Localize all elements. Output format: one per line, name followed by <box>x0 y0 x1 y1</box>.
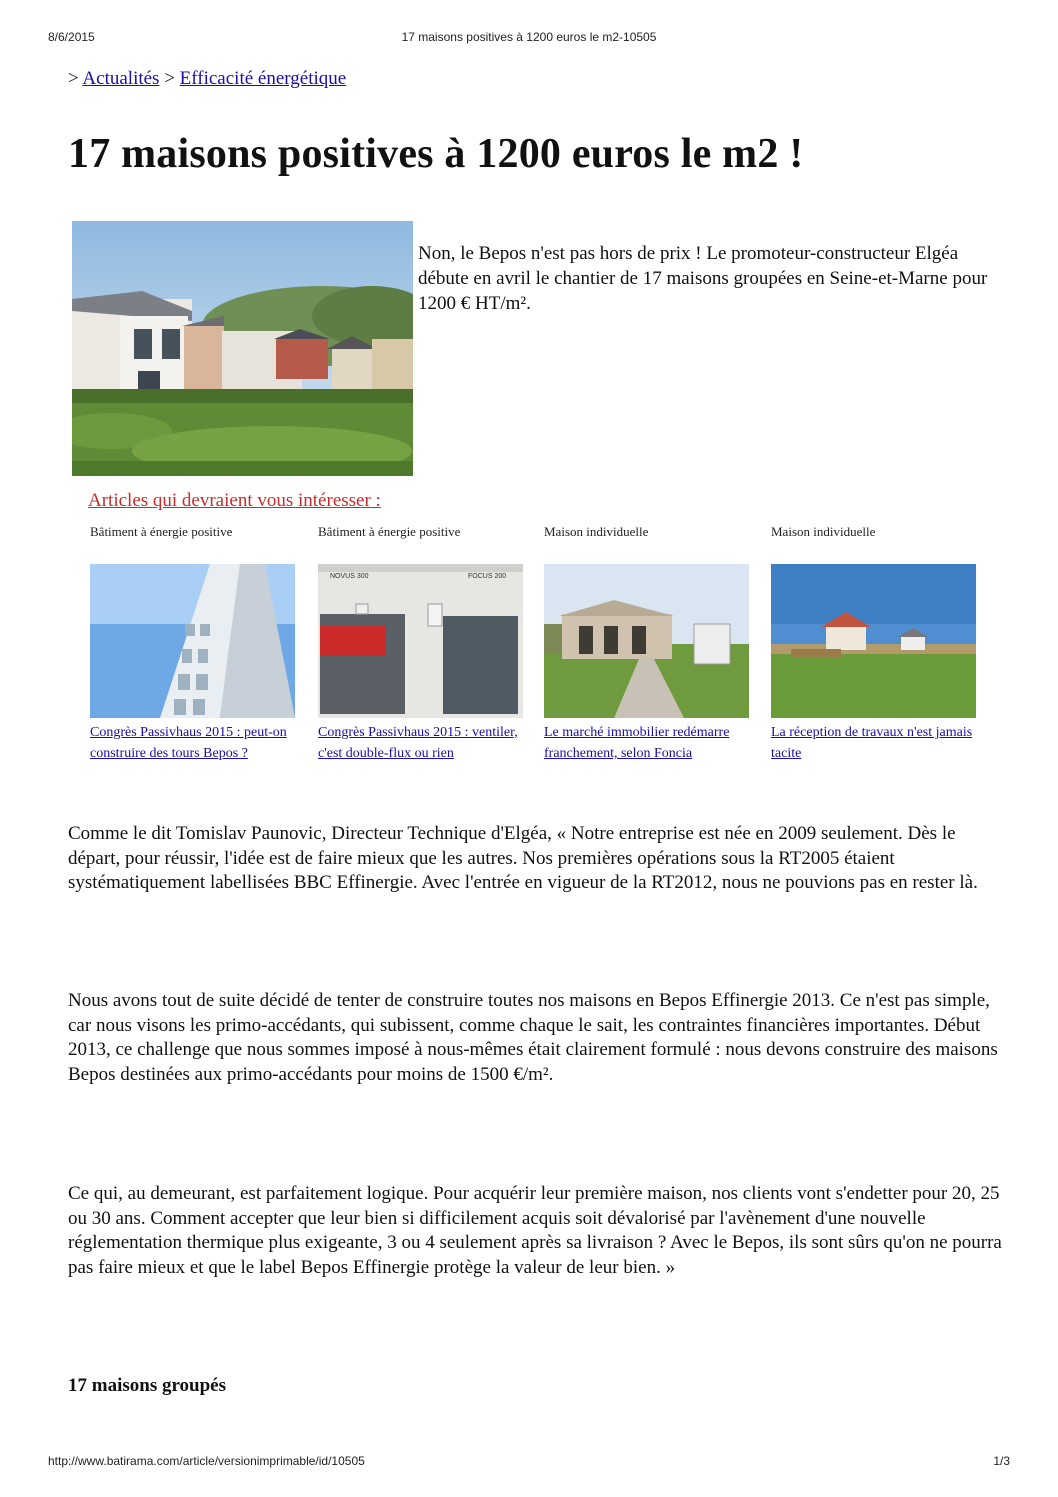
print-date: 8/6/2015 <box>48 30 95 44</box>
page-number: 1/3 <box>993 1454 1010 1468</box>
related-article-link[interactable]: La réception de travaux n'est jamais tacite <box>771 725 973 761</box>
page-title: 17 maisons positives à 1200 euros le m2 ! <box>68 131 804 177</box>
related-article-category: Bâtiment à énergie positive <box>318 524 461 539</box>
print-document-title: 17 maisons positives à 1200 euros le m2-10505 <box>401 30 657 44</box>
related-articles-heading: Articles qui devraient vous intéresser : <box>88 490 381 511</box>
hero-houses-image <box>72 221 413 476</box>
breadcrumb-separator: > <box>164 68 175 89</box>
article-paragraph: Ce qui, au demeurant, est parfaitement logique. Pour acquérir leur première maison, nos clients vont s'endetter pour 20, 25 ou 30 ans. Comment accepter que leur bien si difficilement acquis soit dévalorisé par l'avènement d'une nouvelle réglementation thermique plus exigeante, 3 ou 4 seulement après sa livraison ? Avec le Bepos, ils sont sûrs qu'on ne pourra pas faire mieux et que le label Bepos Effinergie protège la valeur de leur bien. » <box>68 1183 1002 1278</box>
related-article-category: Bâtiment à énergie positive <box>90 524 233 539</box>
related-article-link[interactable]: Le marché immobilier redémarre franchement, selon Foncia <box>544 725 730 761</box>
related-article-link[interactable]: Congrès Passivhaus 2015 : ventiler, c'est double-flux ou rien <box>318 725 518 761</box>
related-articles <box>90 524 990 794</box>
article-paragraph: Comme le dit Tomislav Paunovic, Directeur Technique d'Elgéa, « Notre entreprise est née en 2009 seulement. Dès le départ, pour réussir, l'idée est de faire mieux que les autres. Nos premières opérations sous la RT2005 étaient systématiquement labellisées BBC Effinergie. Avec l'entrée en vigueur de la RT2012, nous ne pouvions pas en rester là. <box>68 823 978 893</box>
unit-label: FOCUS 200 <box>468 573 507 580</box>
construction-site-photo[interactable] <box>544 564 749 718</box>
section-heading: 17 maisons groupés <box>68 1375 227 1396</box>
print-header <box>48 30 1010 46</box>
breadcrumb <box>68 68 346 90</box>
print-footer <box>48 1454 1010 1470</box>
related-article-link[interactable]: Congrès Passivhaus 2015 : peut-on construire des tours Bepos ? <box>90 725 287 761</box>
related-article-category: Maison individuelle <box>544 524 649 539</box>
breadcrumb-link-actualites[interactable]: Actualités <box>82 68 160 89</box>
unit-label: NOVUS 300 <box>330 573 369 580</box>
breadcrumb-link-efficacite-energetique[interactable]: Efficacité énergétique <box>179 68 347 89</box>
related-article-card <box>90 524 296 761</box>
related-article-card <box>544 524 750 761</box>
breadcrumb-separator: > <box>68 68 79 89</box>
tower-photo[interactable] <box>90 564 295 718</box>
ventilation-units-photo[interactable] <box>318 564 523 718</box>
related-article-card <box>771 524 977 761</box>
article-intro: Non, le Bepos n'est pas hors de prix ! Le promoteur-constructeur Elgéa débute en avril le chantier de 17 maisons groupées en Seine-et-Marne pour 1200 € HT/m². <box>418 243 988 314</box>
house-field-photo[interactable] <box>771 564 976 718</box>
related-article-card <box>318 524 524 761</box>
print-url: http://www.batirama.com/article/versionimprimable/id/10505 <box>48 1454 365 1468</box>
article-paragraph: Nous avons tout de suite décidé de tenter de construire toutes nos maisons en Bepos Effinergie 2013. Ce n'est pas simple, car nous visons les primo-accédants, qui subissent, comme chaque le sait, les contraintes financières importantes. Début 2013, ce challenge que nous sommes imposé à nous-mêmes était clairement formulé : nous devons construire des maisons Bepos destinées aux primo-accédants pour moins de 1500 €/m². <box>68 990 998 1085</box>
related-article-category: Maison individuelle <box>771 524 876 539</box>
